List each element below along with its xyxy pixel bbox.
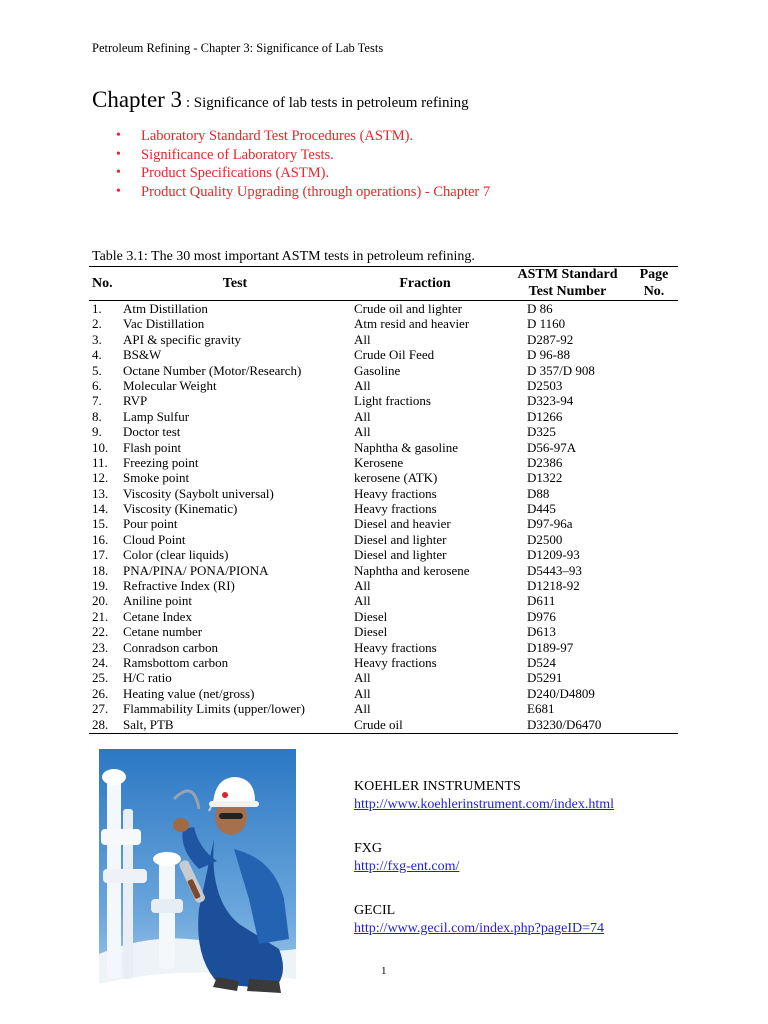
header-page <box>632 266 676 300</box>
row-number: 12. <box>92 470 109 486</box>
bullet-icon: • <box>116 128 121 143</box>
row-astm-number: D3230/D6470 <box>527 716 602 732</box>
row-fraction: All <box>354 578 371 594</box>
row-number: 17. <box>92 547 109 563</box>
row-test: Cetane number <box>123 624 203 640</box>
row-number: 4. <box>92 347 102 363</box>
row-test: Heating value (net/gross) <box>123 685 255 701</box>
technician-illustration <box>99 749 296 1021</box>
row-number: 11. <box>92 454 108 470</box>
row-astm-number: D 1160 <box>527 316 566 332</box>
topic-item <box>116 183 490 202</box>
table-row <box>0 717 768 732</box>
row-test: Color (clear liquids) <box>123 547 229 563</box>
row-test: Viscosity (Saybolt universal) <box>123 485 274 501</box>
row-test: API & specific gravity <box>123 331 242 347</box>
table-row <box>0 378 768 393</box>
row-fraction: Diesel <box>354 608 388 624</box>
row-test: Doctor test <box>123 424 181 440</box>
row-number: 14. <box>92 501 109 517</box>
page-number: 1 <box>381 965 387 977</box>
table-row <box>0 486 768 501</box>
table-row <box>0 578 768 593</box>
row-fraction: Atm resid and heavier <box>354 316 470 332</box>
row-astm-number: D524 <box>527 654 556 670</box>
row-astm-number: D445 <box>527 501 556 517</box>
table-row <box>0 563 768 578</box>
table-row <box>0 424 768 439</box>
row-fraction: All <box>354 670 371 686</box>
row-astm-number: D287-92 <box>527 331 574 347</box>
row-test: Aniline point <box>123 593 192 609</box>
table-row <box>0 609 768 624</box>
row-test: Flash point <box>123 439 182 455</box>
table-row <box>0 624 768 639</box>
row-test: Vac Distillation <box>123 316 205 332</box>
row-astm-number: D2500 <box>527 531 563 547</box>
row-astm-number: D5291 <box>527 670 563 686</box>
row-test: Smoke point <box>123 470 190 486</box>
row-number: 6. <box>92 377 102 393</box>
row-test: Salt, PTB <box>123 716 174 732</box>
row-test: Atm Distillation <box>123 301 208 316</box>
header-fraction: Fraction <box>399 276 451 291</box>
row-test: BS&W <box>123 347 162 363</box>
row-test: Octane Number (Motor/Research) <box>123 362 302 378</box>
row-fraction: Diesel and heavier <box>354 516 451 532</box>
row-test: Pour point <box>123 516 178 532</box>
company-fxg: FXG <box>354 841 383 856</box>
row-astm-number: D 357/D 908 <box>527 362 595 378</box>
row-astm-number: D189-97 <box>527 639 574 655</box>
link-gecil[interactable]: http://www.gecil.com/index.php?pageID=74 <box>354 921 604 936</box>
row-astm-number: D1209-93 <box>527 547 580 563</box>
row-fraction: Diesel and lighter <box>354 547 447 563</box>
row-fraction: Heavy fractions <box>354 501 437 517</box>
row-test: Viscosity (Kinematic) <box>123 501 238 517</box>
table-row <box>0 301 768 316</box>
topic-text: Product Specifications (ASTM). <box>141 165 330 181</box>
row-fraction: Light fractions <box>354 393 431 409</box>
row-fraction: All <box>354 331 371 347</box>
header-astm-line1: ASTM Standard <box>517 267 618 282</box>
row-number: 19. <box>92 578 109 594</box>
table-row <box>0 670 768 685</box>
row-test: Lamp Sulfur <box>123 408 190 424</box>
row-astm-number: E681 <box>527 701 555 717</box>
link-koehler[interactable]: http://www.koehlerinstrument.com/index.html <box>354 797 614 812</box>
table-row <box>0 701 768 716</box>
header-astm-line2: Test Number <box>528 284 607 299</box>
row-fraction: Naphtha & gasoline <box>354 439 458 455</box>
table-row <box>0 393 768 408</box>
row-astm-number: D1218-92 <box>527 578 580 594</box>
row-number: 28. <box>92 716 109 732</box>
row-fraction: Heavy fractions <box>354 639 437 655</box>
row-test: Freezing point <box>123 454 199 470</box>
row-astm-number: D613 <box>527 624 556 640</box>
row-fraction: Diesel and lighter <box>354 531 447 547</box>
header-test: Test <box>222 276 248 291</box>
row-test: PNA/PINA/ PONA/PIONA <box>123 562 269 578</box>
row-test: Ramsbottom carbon <box>123 654 229 670</box>
row-number: 8. <box>92 408 102 424</box>
table-row <box>0 363 768 378</box>
topic-item <box>116 164 490 183</box>
table-caption: Table 3.1: The 30 most important ASTM tests in petroleum refining. <box>92 249 475 264</box>
row-number: 23. <box>92 639 109 655</box>
row-number: 27. <box>92 701 109 717</box>
row-astm-number: D 96-88 <box>527 347 570 363</box>
row-fraction: Diesel <box>354 624 388 640</box>
row-astm-number: D97-96a <box>527 516 573 532</box>
row-number: 9. <box>92 424 102 440</box>
row-fraction: Heavy fractions <box>354 485 437 501</box>
table-row <box>0 655 768 670</box>
header-no: No. <box>92 276 113 291</box>
row-number: 15. <box>92 516 109 532</box>
row-fraction: Naphtha and kerosene <box>354 562 470 578</box>
topic-item <box>116 127 490 146</box>
row-fraction: All <box>354 377 371 393</box>
table-row <box>0 455 768 470</box>
row-test: Cloud Point <box>123 531 186 547</box>
row-test: Conradson carbon <box>123 639 218 655</box>
row-number: 10. <box>92 439 109 455</box>
table-row <box>0 347 768 362</box>
row-number: 22. <box>92 624 109 640</box>
row-astm-number: D240/D4809 <box>527 685 595 701</box>
row-fraction: Heavy fractions <box>354 654 437 670</box>
row-astm-number: D1266 <box>527 408 563 424</box>
row-fraction: Gasoline <box>354 362 401 378</box>
row-number: 26. <box>92 685 109 701</box>
table-row <box>0 593 768 608</box>
table-row <box>0 547 768 562</box>
topic-text: Significance of Laboratory Tests. <box>141 146 334 163</box>
link-fxg[interactable]: http://fxg-ent.com/ <box>354 859 460 874</box>
table-row <box>0 440 768 455</box>
table-row <box>0 532 768 547</box>
row-astm-number: D2386 <box>527 454 563 470</box>
row-number: 13. <box>92 485 109 501</box>
row-fraction: Crude Oil Feed <box>354 347 435 363</box>
row-astm-number: D325 <box>527 424 556 440</box>
company-gecil: GECIL <box>354 903 396 918</box>
row-number: 5. <box>92 362 102 378</box>
row-test: Flammability Limits (upper/lower) <box>123 701 305 717</box>
row-astm-number: D56-97A <box>527 439 577 455</box>
row-number: 1. <box>92 301 102 316</box>
row-test: Refractive Index (RI) <box>123 578 235 594</box>
table-row <box>0 686 768 701</box>
row-fraction: All <box>354 685 371 701</box>
header-astm <box>505 266 630 300</box>
row-number: 7. <box>92 393 102 409</box>
row-fraction: All <box>354 408 371 424</box>
row-fraction: kerosene (ATK) <box>354 470 438 486</box>
row-number: 20. <box>92 593 109 609</box>
technician-photo <box>99 749 296 1021</box>
table-row <box>0 409 768 424</box>
bullet-icon: • <box>116 183 121 199</box>
table-row <box>0 516 768 531</box>
row-number: 3. <box>92 331 102 347</box>
row-number: 25. <box>92 670 109 686</box>
row-astm-number: D 86 <box>527 301 553 316</box>
vendor-links <box>354 778 614 938</box>
row-fraction: All <box>354 593 371 609</box>
topic-list <box>116 127 490 201</box>
row-test: RVP <box>123 393 148 409</box>
row-number: 24. <box>92 654 109 670</box>
row-fraction: All <box>354 701 371 717</box>
row-test: Cetane Index <box>123 608 192 624</box>
table-row <box>0 640 768 655</box>
row-astm-number: D1322 <box>527 470 563 486</box>
table-bottom-rule <box>89 733 678 734</box>
topic-item <box>116 146 490 165</box>
row-fraction: Crude oil <box>354 716 403 732</box>
row-astm-number: D5443–93 <box>527 562 582 578</box>
header-page-line2: No. <box>643 284 665 299</box>
running-header: Petroleum Refining - Chapter 3: Significance of Lab Tests <box>92 41 384 55</box>
row-number: 18. <box>92 562 109 578</box>
table-row <box>0 470 768 485</box>
topic-text: Product Quality Upgrading (through operations) - Chapter 7 <box>141 183 491 200</box>
chapter-number: Chapter 3 <box>92 87 183 112</box>
row-number: 21. <box>92 608 109 624</box>
row-number: 2. <box>92 316 102 332</box>
row-fraction: Crude oil and lighter <box>354 301 462 316</box>
table-row <box>0 316 768 331</box>
table-body <box>0 301 768 732</box>
table-row <box>0 332 768 347</box>
table-row <box>0 501 768 516</box>
row-fraction: Kerosene <box>354 454 404 470</box>
row-astm-number: D88 <box>527 485 550 501</box>
topic-text: Laboratory Standard Test Procedures (ASTM). <box>141 128 414 144</box>
bullet-icon: • <box>116 165 121 180</box>
chapter-subtitle: : Significance of lab tests in petroleum refining <box>182 95 469 111</box>
row-astm-number: D976 <box>527 608 556 624</box>
row-fraction: All <box>354 424 371 440</box>
row-astm-number: D611 <box>527 593 556 609</box>
row-astm-number: D323-94 <box>527 393 574 409</box>
bullet-icon: • <box>116 146 121 162</box>
chapter-heading <box>92 87 469 113</box>
company-koehler: KOEHLER INSTRUMENTS <box>354 779 521 794</box>
row-test: Molecular Weight <box>123 377 217 393</box>
row-number: 16. <box>92 531 109 547</box>
row-test: H/C ratio <box>123 670 172 686</box>
row-astm-number: D2503 <box>527 377 563 393</box>
header-page-line1: Page <box>639 267 669 282</box>
